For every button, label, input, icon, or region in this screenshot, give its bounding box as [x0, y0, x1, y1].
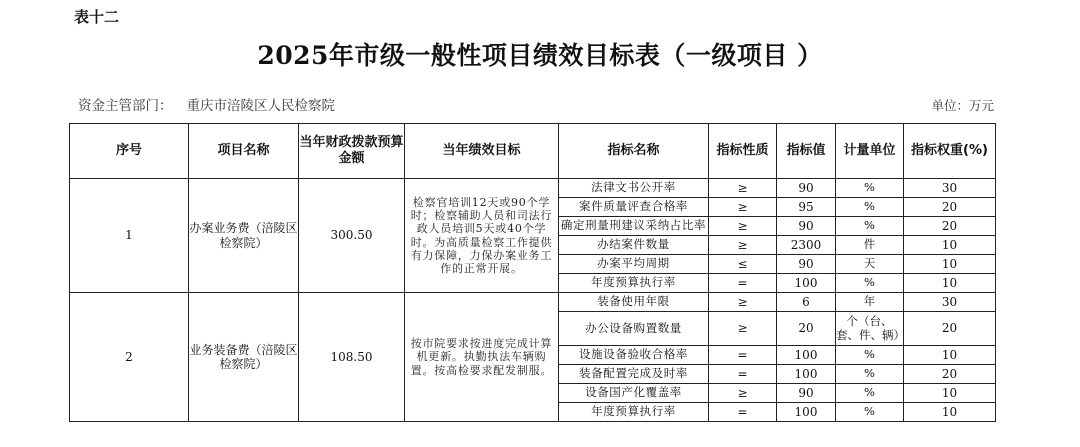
indicator-name: 年度预算执行率 — [559, 274, 709, 293]
indicator-nature: ≤ — [709, 255, 777, 274]
indicator-unit: % — [836, 274, 904, 293]
indicator-nature: ≥ — [709, 217, 777, 236]
indicator-weight: 10 — [904, 255, 996, 274]
project-name: 业务装备费（涪陵区检察院） — [189, 293, 299, 422]
indicator-weight: 20 — [904, 217, 996, 236]
col-header-goal: 当年绩效目标 — [405, 124, 559, 179]
indicator-name: 确定刑量刑建议采纳占比率 — [559, 217, 709, 236]
department-name: 重庆市涪陵区人民检察院 — [186, 98, 335, 114]
indicator-weight: 30 — [904, 179, 996, 198]
indicator-value: 90 — [777, 179, 836, 198]
indicator-nature: = — [709, 274, 777, 293]
indicator-name: 案件质量评查合格率 — [559, 198, 709, 217]
indicator-weight: 10 — [904, 384, 996, 403]
project-name: 办案业务费（涪陵区检察院） — [189, 179, 299, 293]
indicator-unit: % — [836, 179, 904, 198]
indicator-name: 办公设备购置数量 — [559, 312, 709, 346]
indicator-unit: % — [836, 346, 904, 365]
page-title: 2025年市级一般性项目绩效目标表（一级项目 ） — [257, 41, 823, 70]
indicator-name: 装备使用年限 — [559, 293, 709, 312]
table-row — [70, 179, 996, 198]
header-row — [70, 124, 996, 179]
table-number: 表十二 — [74, 8, 120, 26]
indicator-value: 20 — [777, 312, 836, 346]
indicator-nature: = — [709, 403, 777, 422]
indicator-nature: ≥ — [709, 293, 777, 312]
indicator-nature: ≥ — [709, 198, 777, 217]
indicator-weight: 10 — [904, 403, 996, 422]
department-line — [78, 94, 335, 114]
indicator-nature: ≥ — [709, 384, 777, 403]
indicator-unit: % — [836, 403, 904, 422]
project-goal: 检察官培训12天或90个学时；检察辅助人员和司法行政人员培训5天或40个学时。为高质量检察工作提供有力保障，力保办案业务工作的正常开展。 — [405, 179, 559, 293]
indicator-name: 设施设备验收合格率 — [559, 346, 709, 365]
indicator-value: 6 — [777, 293, 836, 312]
project-seq: 2 — [70, 293, 189, 422]
indicator-weight: 20 — [904, 365, 996, 384]
indicator-weight: 20 — [904, 198, 996, 217]
indicator-value: 95 — [777, 198, 836, 217]
table-row — [70, 293, 996, 312]
indicator-name: 设备国产化覆盖率 — [559, 384, 709, 403]
indicator-unit: % — [836, 365, 904, 384]
indicator-unit: 件 — [836, 236, 904, 255]
indicator-weight: 10 — [904, 346, 996, 365]
indicator-unit: % — [836, 384, 904, 403]
indicator-weight: 20 — [904, 312, 996, 346]
col-header-project-name: 项目名称 — [189, 124, 299, 179]
indicator-nature: ≥ — [709, 312, 777, 346]
indicator-unit: 天 — [836, 255, 904, 274]
indicator-value: 100 — [777, 403, 836, 422]
indicator-value: 90 — [777, 217, 836, 236]
col-header-seq: 序号 — [70, 124, 189, 179]
indicator-value: 90 — [777, 255, 836, 274]
project-goal: 按市院要求按进度完成计算机更新。执勤执法车辆购置。按高检要求配发制服。 — [405, 293, 559, 422]
indicator-value: 90 — [777, 384, 836, 403]
project-amount: 108.50 — [299, 293, 405, 422]
project-seq: 1 — [70, 179, 189, 293]
indicator-name: 年度预算执行率 — [559, 403, 709, 422]
indicator-unit: 年 — [836, 293, 904, 312]
indicator-value: 100 — [777, 274, 836, 293]
indicator-name: 办案平均周期 — [559, 255, 709, 274]
indicator-value: 100 — [777, 365, 836, 384]
project-amount: 300.50 — [299, 179, 405, 293]
col-header-unit: 计量单位 — [836, 124, 904, 179]
indicator-weight: 30 — [904, 293, 996, 312]
col-header-budget: 当年财政拨款预算金额 — [299, 124, 405, 179]
indicator-nature: ≥ — [709, 236, 777, 255]
unit-label: 单位：万元 — [931, 98, 994, 113]
indicator-name: 办结案件数量 — [559, 236, 709, 255]
indicator-nature: = — [709, 365, 777, 384]
indicator-weight: 10 — [904, 274, 996, 293]
indicator-unit: 个（台、套、件、辆） — [836, 312, 904, 346]
indicator-name: 装备配置完成及时率 — [559, 365, 709, 384]
indicator-nature: = — [709, 346, 777, 365]
department-label: 资金主管部门： — [78, 98, 173, 114]
col-header-nature: 指标性质 — [709, 124, 777, 179]
col-header-weight: 指标权重(%) — [904, 124, 996, 179]
indicator-value: 100 — [777, 346, 836, 365]
col-header-value: 指标值 — [777, 124, 836, 179]
indicator-nature: ≥ — [709, 179, 777, 198]
indicator-name: 法律文书公开率 — [559, 179, 709, 198]
col-header-indicator: 指标名称 — [559, 124, 709, 179]
indicator-weight: 10 — [904, 236, 996, 255]
indicator-unit: % — [836, 198, 904, 217]
indicator-value: 2300 — [777, 236, 836, 255]
performance-table — [69, 123, 996, 422]
indicator-unit: % — [836, 217, 904, 236]
